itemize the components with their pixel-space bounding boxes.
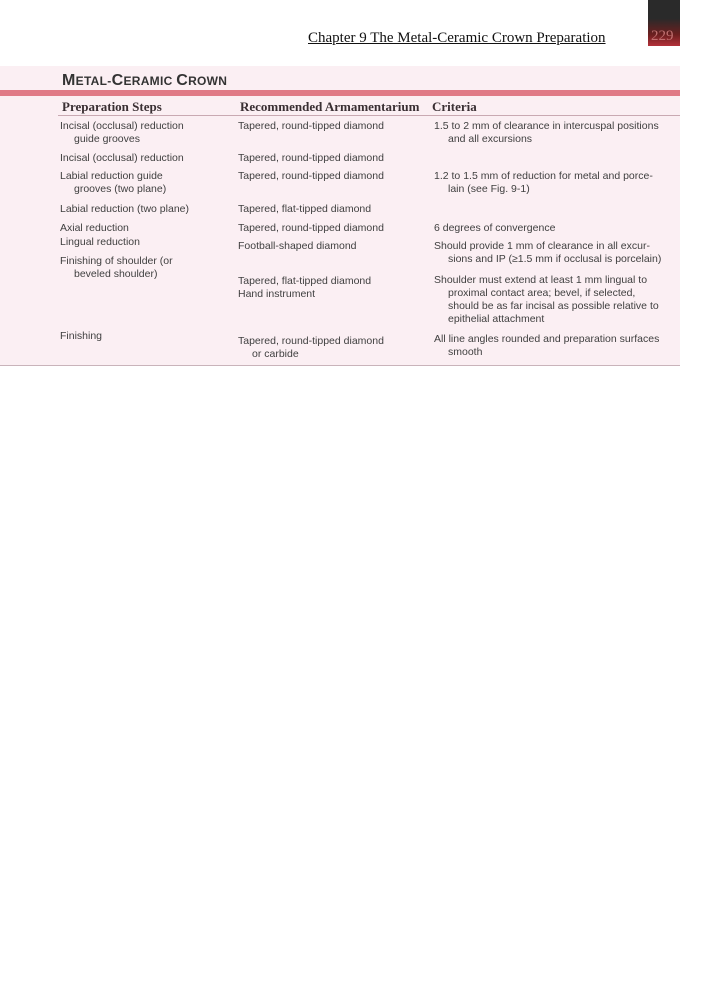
title-part: ROWN bbox=[188, 74, 228, 88]
row-7-step: Finishing of shoulder (or beveled shoulder) bbox=[60, 255, 173, 280]
row-4-step: Labial reduction (two plane) bbox=[60, 203, 189, 215]
row-8-step: Finishing bbox=[60, 330, 103, 342]
row-2-step: Incisal (occlusal) reduction bbox=[60, 152, 184, 164]
row-8-criteria: All line angles rounded and preparation surfaces smooth bbox=[434, 333, 660, 358]
row-7-criteria: Shoulder must extend at least 1 mm lingual to proximal contact area; bevel, if selected, should be as far incisal as possible relative to epithelial attachment bbox=[434, 274, 659, 325]
column-header-criteria: Criteria bbox=[432, 99, 477, 114]
column-header-steps: Preparation Steps bbox=[62, 99, 162, 114]
page-number: 229 bbox=[651, 28, 674, 44]
row-6-criteria: Should provide 1 mm of clearance in all excur- sions and IP (≥1.5 mm if occlusal is porcelain) bbox=[434, 240, 662, 265]
row-4-armamentarium: Tapered, flat-tipped diamond bbox=[238, 203, 372, 215]
row-2-armamentarium: Tapered, round-tipped diamond bbox=[238, 152, 384, 164]
row-5-step: Axial reduction bbox=[60, 222, 129, 234]
header-rule bbox=[58, 115, 680, 116]
row-8-armamentarium: Tapered, round-tipped diamond or carbide bbox=[238, 335, 384, 360]
title-part: M bbox=[62, 72, 76, 89]
column-header-armamentarium: Recommended Armamentarium bbox=[240, 99, 420, 114]
title-part: C bbox=[176, 72, 189, 89]
row-3-step: Labial reduction guide grooves (two plane) bbox=[60, 170, 167, 195]
row-1-criteria: 1.5 to 2 mm of clearance in intercuspal positions and all excursions bbox=[434, 120, 659, 145]
title-part: ERAMIC bbox=[123, 74, 177, 88]
row-7-armamentarium: Tapered, flat-tipped diamond Hand instrument bbox=[238, 275, 372, 300]
row-1-armamentarium: Tapered, round-tipped diamond bbox=[238, 120, 384, 132]
table-title bbox=[62, 72, 227, 90]
title-part: ETAL- bbox=[75, 74, 112, 88]
title-part: C bbox=[111, 72, 124, 89]
row-1-step: Incisal (occlusal) reduction guide grooves bbox=[60, 120, 184, 145]
row-5-armamentarium: Tapered, round-tipped diamond bbox=[238, 222, 384, 234]
row-6-step: Lingual reduction bbox=[60, 236, 140, 248]
row-3-armamentarium: Tapered, round-tipped diamond bbox=[238, 170, 384, 182]
chapter-title: Chapter 9 The Metal-Ceramic Crown Preparation bbox=[308, 30, 606, 46]
title-band bbox=[0, 90, 680, 96]
row-5-criteria: 6 degrees of convergence bbox=[434, 222, 556, 234]
row-3-criteria: 1.2 to 1.5 mm of reduction for metal and porce- lain (see Fig. 9-1) bbox=[434, 170, 653, 195]
row-6-armamentarium: Football-shaped diamond bbox=[238, 240, 357, 252]
